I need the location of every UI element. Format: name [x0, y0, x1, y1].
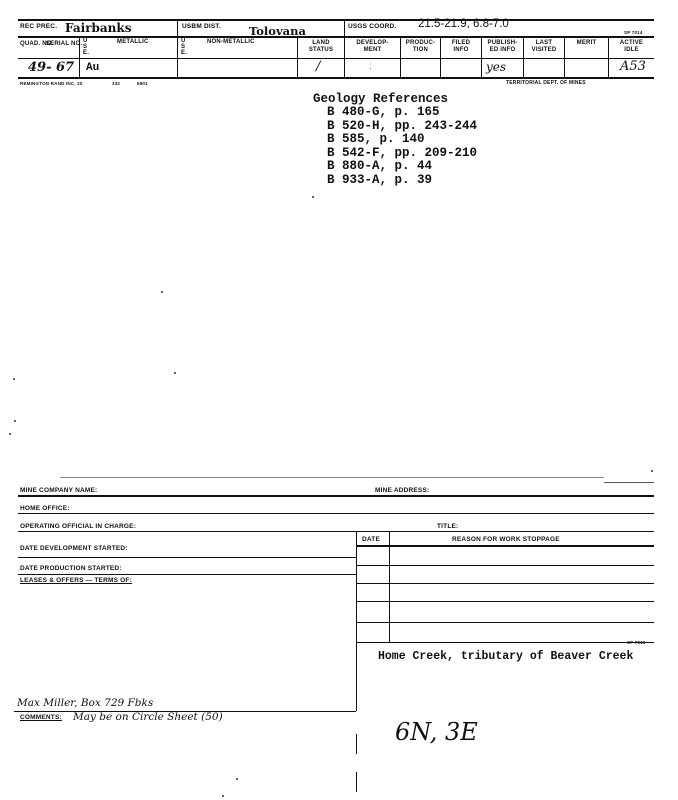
- usgs-coord-label: USGS COORD.: [348, 23, 397, 30]
- scan-speck: [236, 778, 238, 780]
- scan-speck: [312, 196, 314, 198]
- quad-no-header: QUAD. NO.: [20, 41, 54, 47]
- scan-speck: [651, 470, 653, 472]
- form-code-top: SP 7014: [624, 30, 643, 35]
- rec-prec-label: REC PREC.: [20, 23, 58, 30]
- stoppage-row-rule: [356, 642, 654, 643]
- last-visited-header: LAST VISITED: [531, 40, 557, 53]
- geology-ref-2: B 520-H, pp. 243-244: [327, 119, 478, 133]
- location-note: Home Creek, tributary of Beaver Creek: [378, 650, 634, 663]
- header-divider: [344, 19, 345, 77]
- usbm-dist-label: USBM DIST.: [182, 23, 221, 30]
- reason-col-header: REASON FOR WORK STOPPAGE: [452, 536, 560, 543]
- printer-code-2: 5901: [137, 81, 148, 86]
- date-development-label: DATE DEVELOPMENT STARTED:: [20, 545, 128, 552]
- geology-ref-6: B 933-A, p. 39: [327, 173, 433, 187]
- right-lower-divider-bottom: [356, 734, 357, 754]
- scan-speck: [9, 433, 11, 435]
- rec-prec-value: Fairbanks: [65, 21, 132, 35]
- serial-no-header: SERIAL NO.: [46, 41, 83, 47]
- use-nonmetallic-prefix: U S E.: [181, 38, 188, 56]
- printer-imprint: REMINGTON RAND INC. 20: [20, 81, 83, 86]
- use-metallic-prefix: U S E.: [83, 38, 90, 56]
- title-label: TITLE:: [437, 523, 459, 530]
- stoppage-row-rule: [356, 565, 654, 566]
- mine-address-label: MINE ADDRESS:: [375, 487, 430, 494]
- stoppage-row-rule: [356, 601, 654, 602]
- home-office-rule: [18, 513, 654, 514]
- non-metallic-header: NON-METALLIC: [207, 39, 255, 45]
- handwritten-contact: Max Miller, Box 729 Fbks: [17, 697, 154, 709]
- stoppage-row-rule: [356, 622, 654, 623]
- usbm-dist-value: Tolovana: [249, 24, 306, 38]
- printer-code-1: 332: [112, 81, 121, 86]
- lower-top-faint-rule: [60, 477, 604, 478]
- header-bottom-rule: [18, 77, 654, 79]
- published-info-value: yes: [486, 60, 507, 74]
- header-mid-rule: [18, 36, 654, 38]
- mine-company-rule: [18, 495, 654, 497]
- quad-serial-value: 49- 67: [28, 60, 75, 75]
- scan-speck: [161, 291, 163, 293]
- mine-company-name-label: MINE COMPANY NAME:: [20, 487, 98, 494]
- metallic-value: Au: [86, 62, 100, 74]
- active-idle-header: ACTIVE IDLE: [619, 40, 644, 53]
- stoppage-table-left: [356, 531, 357, 643]
- geology-ref-3: B 585, p. 140: [327, 132, 425, 146]
- stoppage-date-divider: [389, 531, 390, 643]
- scan-speck: [13, 378, 15, 380]
- home-office-label: HOME OFFICE:: [20, 505, 70, 512]
- operating-official-label: OPERATING OFFICIAL IN CHARGE:: [20, 523, 137, 530]
- right-lower-divider: [356, 643, 357, 711]
- date-prod-rule: [18, 574, 356, 575]
- geology-ref-1: B 480-G, p. 165: [327, 105, 440, 119]
- filed-info-header: FILED INFO: [451, 40, 471, 53]
- township-range: 6N, 3E: [395, 718, 478, 746]
- geology-title: Geology References: [313, 92, 449, 106]
- land-status-value: /: [316, 59, 321, 74]
- leases-offers-label: LEASES & OFFERS — TERMS OF:: [20, 577, 132, 584]
- development-value: :: [369, 61, 372, 72]
- right-lower-divider-bottom2: [356, 772, 357, 792]
- lower-top-faint-rule-right: [604, 482, 654, 483]
- header-col-rule: [18, 58, 654, 59]
- form-code-bottom: SP 7015: [627, 640, 646, 645]
- production-header: PRODUC- TION: [405, 40, 436, 53]
- published-info-header: PUBLISH- ED INFO: [487, 40, 518, 53]
- header-divider: [297, 36, 298, 77]
- usgs-coord-value: 21.5-21.9, 6.8-7.0: [418, 18, 509, 30]
- scan-speck: [222, 795, 224, 797]
- date-production-label: DATE PRODUCTION STARTED:: [20, 565, 122, 572]
- comments-value: May be on Circle Sheet (50): [73, 711, 223, 723]
- comments-label: COMMENTS:: [20, 714, 62, 721]
- date-col-header: DATE: [362, 536, 381, 543]
- date-dev-rule: [18, 557, 356, 558]
- geology-ref-5: B 880-A, p. 44: [327, 159, 433, 173]
- merit-header: MERIT: [576, 40, 597, 46]
- geology-ref-4: B 542-F, pp. 209-210: [327, 146, 478, 160]
- territorial-dept: TERRITORIAL DEPT. OF MINES: [506, 80, 586, 86]
- operating-official-rule: [18, 531, 654, 532]
- active-idle-value: A53: [620, 59, 646, 74]
- stoppage-row-rule: [356, 583, 654, 584]
- scan-speck: [14, 420, 16, 422]
- scan-speck: [174, 372, 176, 374]
- development-header: DEVELOP- MENT: [356, 40, 389, 53]
- metallic-header: METALLIC: [117, 39, 149, 45]
- land-status-header: LAND STATUS: [308, 40, 334, 53]
- stoppage-header-rule: [356, 545, 654, 547]
- header-divider: [177, 19, 178, 77]
